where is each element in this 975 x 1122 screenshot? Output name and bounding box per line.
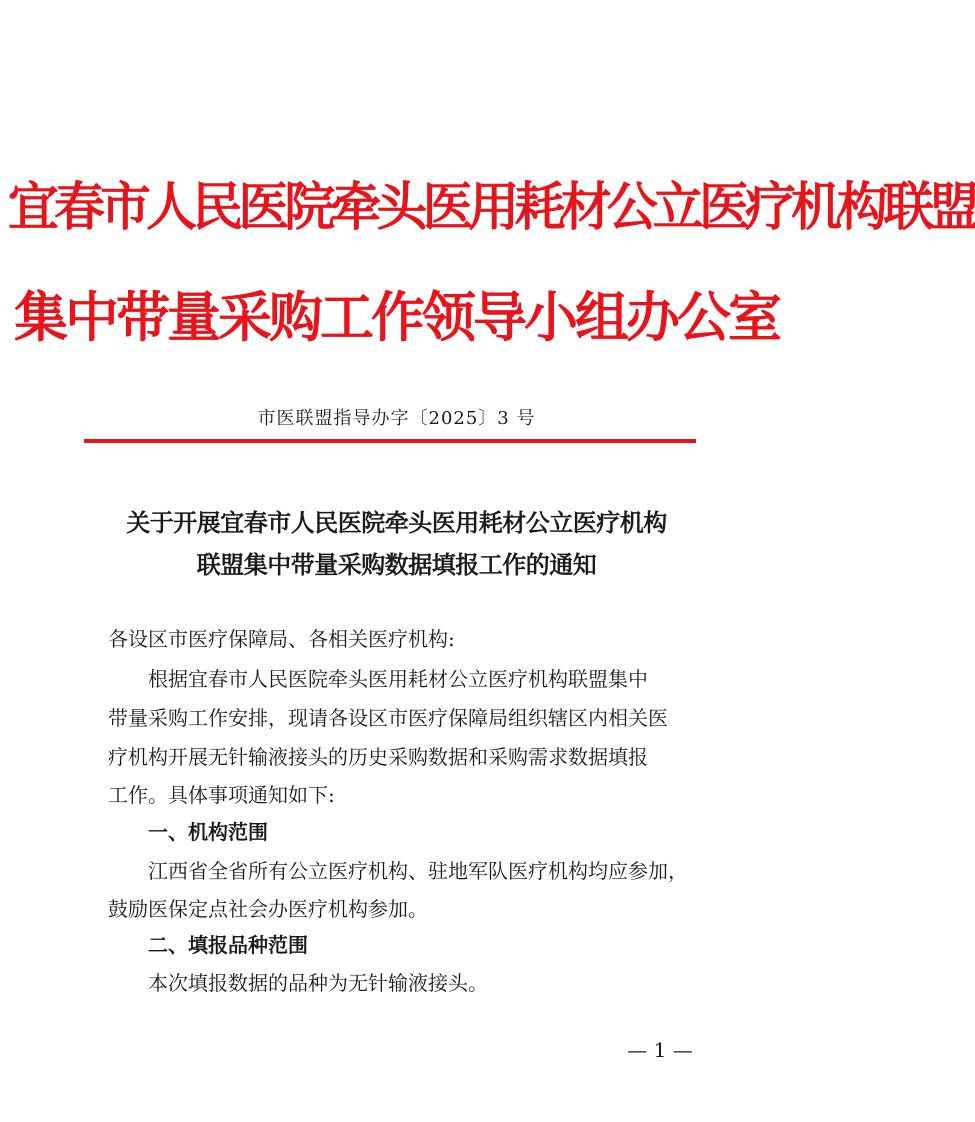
notice-title-line-2: 联盟集中带量采购数据填报工作的通知 [196, 550, 597, 579]
intro-line: 工作。具体事项通知如下: [108, 783, 335, 807]
issuer-title-line-1: 宜春市人民医院牵头医用耗材公立医疗机构联盟 [7, 178, 975, 238]
section-1-heading: 一、机构范围 [148, 820, 268, 844]
document-number: 市医联盟指导办字〔2025〕3 号 [257, 408, 536, 429]
salutation: 各设区市医疗保障局、各相关医疗机构: [108, 627, 455, 651]
issuer-title-line-2: 集中带量采购工作领导小组办公室 [14, 286, 779, 349]
section-1-line: 江西省全省所有公立医疗机构、驻地军队医疗机构均应参加， [148, 859, 688, 883]
section-1-line: 鼓励医保定点社会办医疗机构参加。 [108, 897, 428, 921]
section-2-heading: 二、填报品种范围 [148, 933, 308, 957]
intro-line: 带量采购工作安排，现请各设区市医疗保障局组织辖区内相关医 [108, 706, 668, 730]
intro-line: 根据宜春市人民医院牵头医用耗材公立医疗机构联盟集中 [148, 667, 648, 691]
section-2-line: 本次填报数据的品种为无针输液接头。 [148, 971, 488, 995]
notice-title-line-1: 关于开展宜春市人民医院牵头医用耗材公立医疗机构 [126, 508, 667, 537]
page-number: — 1 — [627, 1038, 693, 1062]
red-divider [84, 439, 696, 443]
intro-line: 疗机构开展无针输液接头的历史采购数据和采购需求数据填报 [108, 745, 648, 769]
